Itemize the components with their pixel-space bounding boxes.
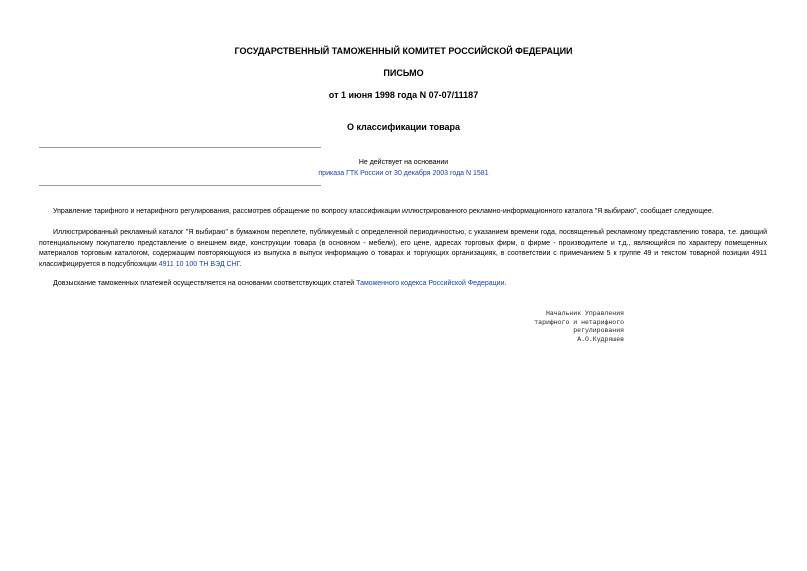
paragraph-customs (39, 279, 767, 290)
paragraph-classification-end: . (239, 260, 242, 268)
signature-position-line3: регулирования (573, 327, 624, 334)
paragraph-classification-text: Иллюстрированный рекламный каталог "Я выбираю" в бумажном переплете, публикуемый с определенной периодичностью, с указанием времени года, посвященный рекламному представлению товара, т.е. дающий потенциальному покупателю представление о внешнем виде, конструкции товара (в основном - мебели), его цене, адресах торговых фирм, о фирме - производителе и т.д., являющийся по характеру помещенных материалов торговым каталогом, содержащим повторяющуюся из выпуска в выпуск информацию о товарах и торгующих организациях, в соответствии с примечанием 5 к группе 49 и текстом товарной позиции 4911 классифицируется в подсубпозиции (39, 229, 767, 268)
status-link-line (0, 169, 807, 179)
paragraph-customs-text: Довзыскание таможенных платежей осуществляется на основании соответствующих статей (53, 280, 357, 287)
signature-position-line2: тарифного и нетарифного (534, 318, 624, 326)
agency-title: ГОСУДАРСТВЕННЫЙ ТАМОЖЕННЫЙ КОМИТЕТ РОССИЙСКОЙ ФЕДЕРАЦИИ (234, 46, 573, 56)
signature-name: А.О.Кудряшев (577, 335, 624, 343)
paragraph-intro: Управление тарифного и нетарифного регулирования, рассмотрев обращение по вопросу классификации иллюстрированного рекламно-информационного каталога "Я выбираю", сообщает следующее. (53, 208, 714, 215)
paragraph-classification (39, 228, 767, 270)
signature-position-line1: Начальник Управления (545, 310, 624, 317)
paragraph-customs-end: . (504, 280, 507, 287)
status-divider-top (39, 147, 321, 148)
status-order-link[interactable]: приказа ГТК России от 30 декабря 2003 года N 1581 (318, 170, 489, 177)
customs-code-link[interactable]: Таможенного кодекса Российской Федерации (356, 280, 505, 287)
document-subject: О классификации товара (346, 122, 461, 132)
tnved-code-link[interactable]: 4911 10 100 ТН ВЭД СНГ (158, 260, 240, 268)
status-note: Не действует на основании (358, 159, 449, 166)
status-divider-bottom (39, 185, 321, 186)
document-date-number: от 1 июня 1998 года N 07-07/11187 (328, 90, 479, 100)
document-type: ПИСЬМО (383, 68, 424, 78)
signature-block (470, 310, 624, 344)
